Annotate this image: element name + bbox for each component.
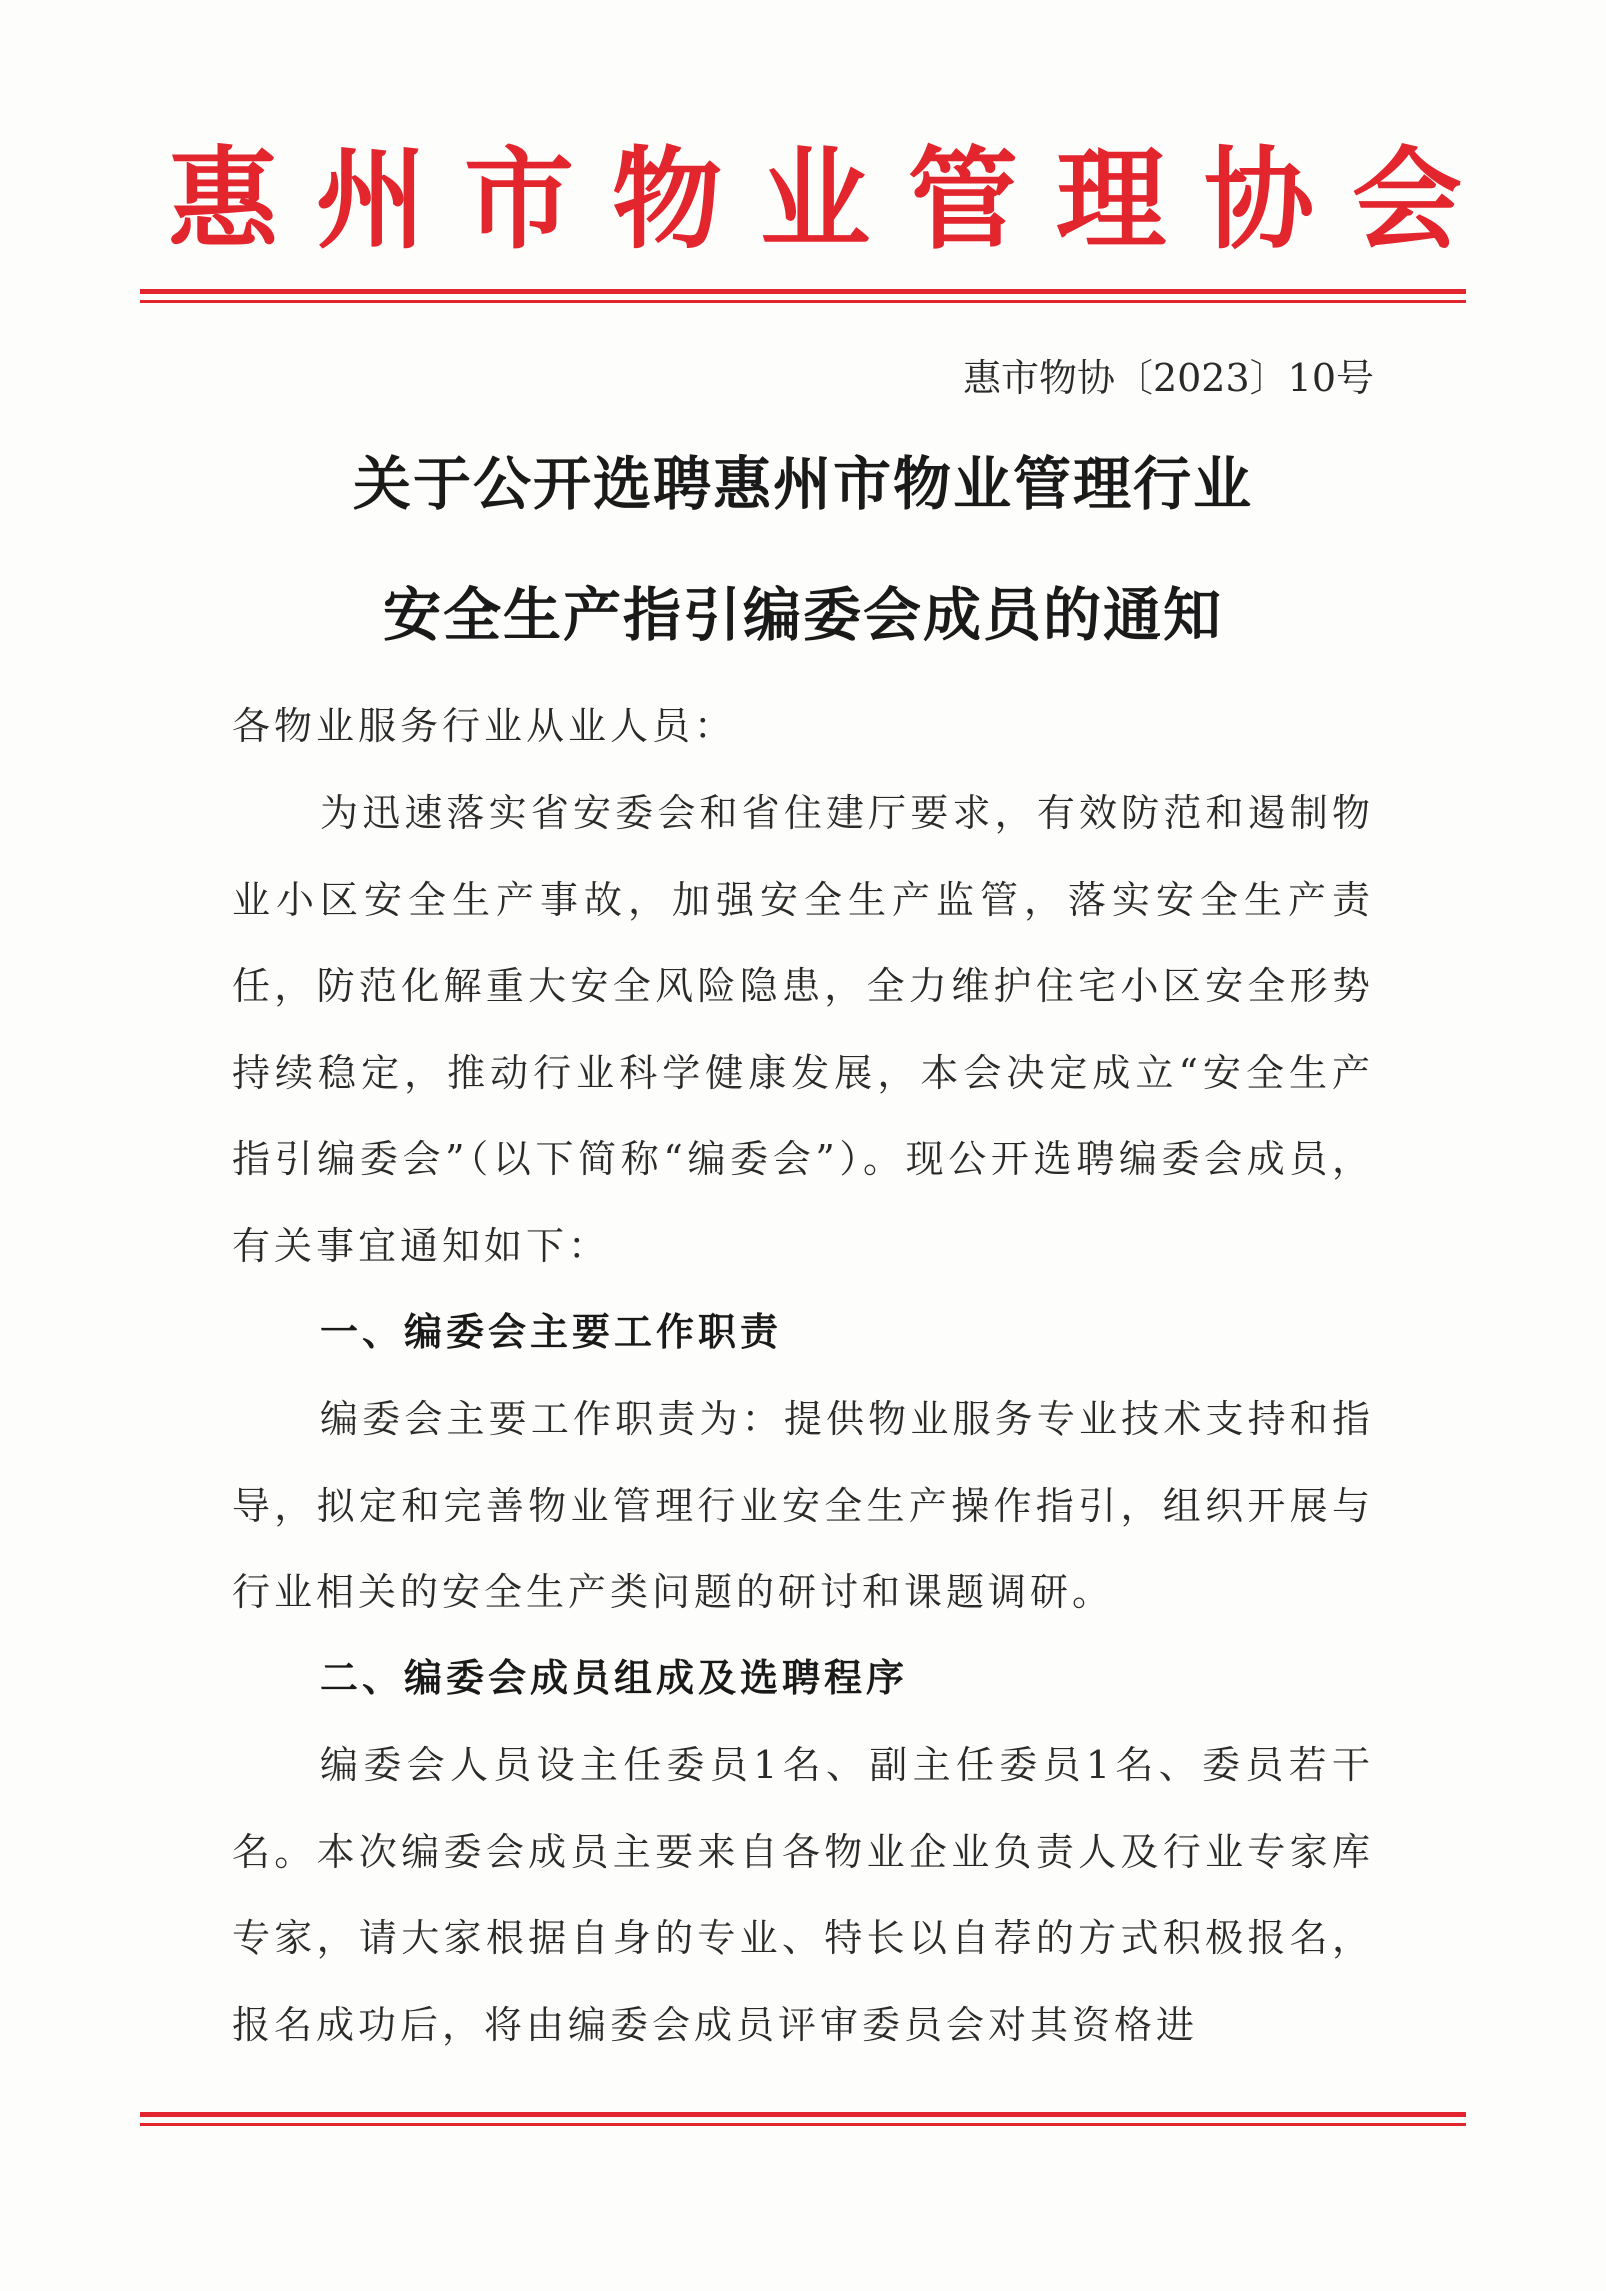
footer-rule-thin <box>140 2123 1466 2126</box>
letterhead-rule-thick <box>140 289 1466 294</box>
paragraph-composition: 编委会人员设主任委员1名、副主任委员1名、委员若干名。本次编委会成员主要来自各物业企业负责人及行业专家库专家，请大家根据自身的专业、特长以自荐的方式积极报名，报名成功后，将由编委会成员评审委员会对其资格进 <box>232 1743 1374 2047</box>
document-number: 惠市物协〔2023〕10号 <box>962 356 1374 400</box>
section-heading-composition: 二、编委会成员组成及选聘程序 <box>320 1656 909 1700</box>
notice-title-line-2: 安全生产指引编委会成员的通知 <box>382 581 1223 649</box>
footer-rule-thick <box>140 2112 1466 2117</box>
notice-title-line-1: 关于公开选聘惠州市物业管理行业 <box>352 450 1253 518</box>
letterhead-rule-thin <box>140 300 1466 303</box>
paragraph-responsibilities: 编委会主要工作职责为：提供物业服务专业技术支持和指导，拟定和完善物业管理行业安全生产操作指引，组织开展与行业相关的安全生产类问题的研讨和课题调研。 <box>232 1397 1374 1614</box>
section-heading-responsibilities: 一、编委会主要工作职责 <box>320 1310 783 1354</box>
letterhead-organization-name: 惠州市物业管理协会 <box>168 135 1500 264</box>
paragraph-introduction: 为迅速落实省安委会和省住建厅要求，有效防范和遏制物业小区安全生产事故，加强安全生产监管，落实安全生产责任，防范化解重大安全风险隐患，全力维护住宅小区安全形势持续稳定，推动行业科学健康发展，本会决定成立“安全生产指引编委会”（以下简称“编委会”）。现公开选聘编委会成员，有关事宜通知如下： <box>232 791 1374 1268</box>
salutation: 各物业服务行业从业人员： <box>232 704 737 748</box>
